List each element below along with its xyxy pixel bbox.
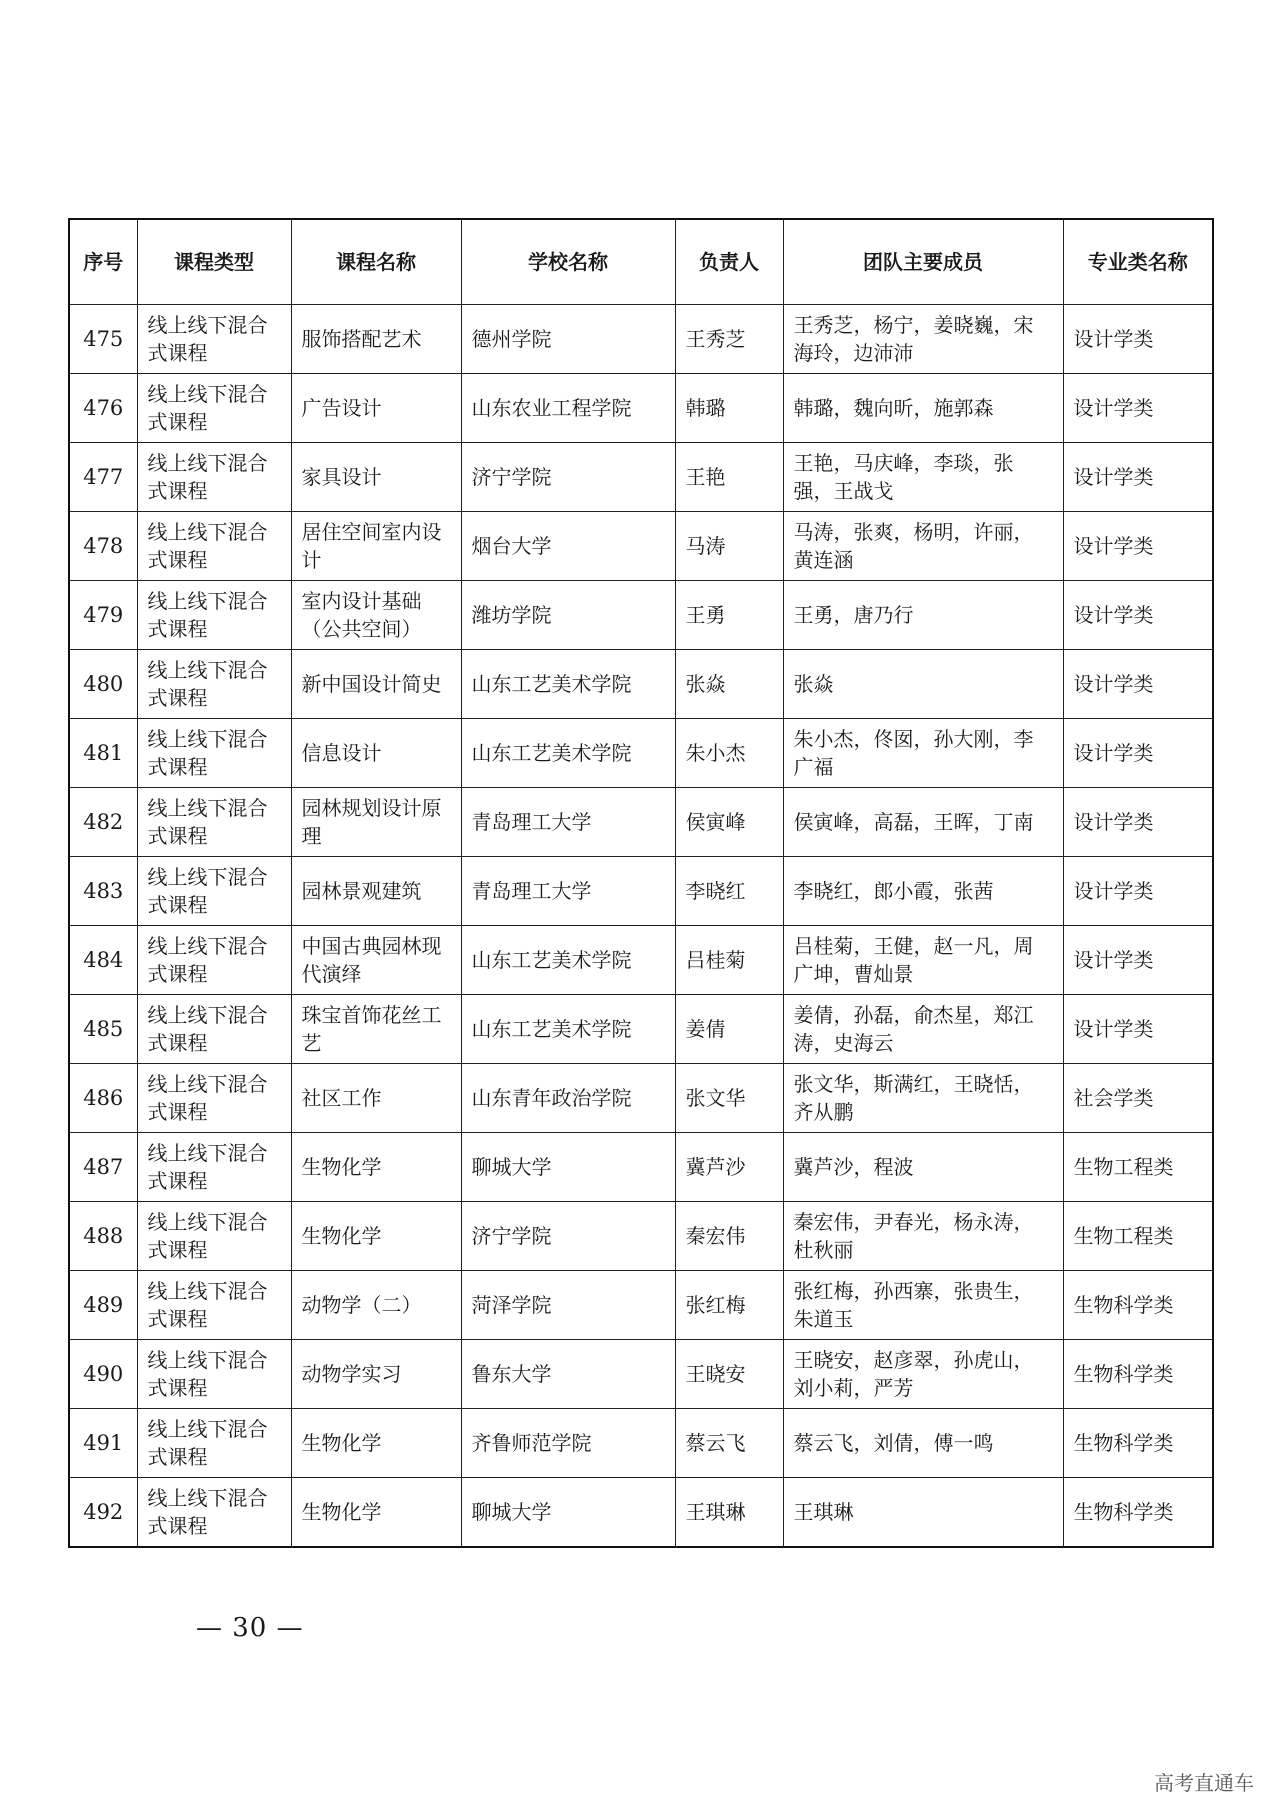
major-category-cell: 设计学类 [1063, 857, 1213, 926]
table-row [69, 512, 1213, 581]
team-members-cell: 冀芦沙，程波 [783, 1133, 1063, 1202]
team-members-cell: 韩璐，魏向昕，施郭森 [783, 374, 1063, 443]
page-number: — 30 — [196, 1613, 304, 1643]
row-number-cell: 487 [69, 1133, 137, 1202]
table-row [69, 857, 1213, 926]
major-category-cell: 生物科学类 [1063, 1409, 1213, 1478]
leader-cell: 王勇 [675, 581, 783, 650]
row-number-cell: 479 [69, 581, 137, 650]
team-members-cell: 侯寅峰，高磊，王晖，丁南 [783, 788, 1063, 857]
row-number-cell: 477 [69, 443, 137, 512]
row-number-cell: 491 [69, 1409, 137, 1478]
school-name-cell: 山东农业工程学院 [461, 374, 675, 443]
school-name-cell: 青岛理工大学 [461, 788, 675, 857]
course-type-cell: 线上线下混合式课程 [137, 1478, 291, 1548]
leader-cell: 王秀芝 [675, 305, 783, 374]
course-name-cell: 动物学实习 [291, 1340, 461, 1409]
course-type-cell: 线上线下混合式课程 [137, 1271, 291, 1340]
leader-cell: 韩璐 [675, 374, 783, 443]
watermark-text: 高考直通车 [1154, 1771, 1254, 1795]
course-type-cell: 线上线下混合式课程 [137, 443, 291, 512]
table-row [69, 926, 1213, 995]
column-header: 团队主要成员 [783, 219, 1063, 305]
team-members-cell: 马涛，张爽，杨明，许丽，黄连涵 [783, 512, 1063, 581]
major-category-cell: 设计学类 [1063, 443, 1213, 512]
team-members-cell: 王勇，唐乃行 [783, 581, 1063, 650]
school-name-cell: 山东工艺美术学院 [461, 719, 675, 788]
school-name-cell: 潍坊学院 [461, 581, 675, 650]
school-name-cell: 德州学院 [461, 305, 675, 374]
course-name-cell: 园林规划设计原理 [291, 788, 461, 857]
row-number-cell: 489 [69, 1271, 137, 1340]
school-name-cell: 山东工艺美术学院 [461, 926, 675, 995]
table-row [69, 305, 1213, 374]
row-number-cell: 490 [69, 1340, 137, 1409]
major-category-cell: 生物科学类 [1063, 1271, 1213, 1340]
major-category-cell: 设计学类 [1063, 788, 1213, 857]
course-name-cell: 新中国设计简史 [291, 650, 461, 719]
course-type-cell: 线上线下混合式课程 [137, 650, 291, 719]
table-row [69, 719, 1213, 788]
row-number-cell: 485 [69, 995, 137, 1064]
table-row [69, 1202, 1213, 1271]
row-number-cell: 492 [69, 1478, 137, 1548]
major-category-cell: 设计学类 [1063, 512, 1213, 581]
team-members-cell: 张文华，斯满红，王晓恬，齐从鹏 [783, 1064, 1063, 1133]
table-body [69, 305, 1213, 1548]
course-name-cell: 信息设计 [291, 719, 461, 788]
table-row [69, 1271, 1213, 1340]
course-type-cell: 线上线下混合式课程 [137, 857, 291, 926]
school-name-cell: 齐鲁师范学院 [461, 1409, 675, 1478]
school-name-cell: 鲁东大学 [461, 1340, 675, 1409]
leader-cell: 张红梅 [675, 1271, 783, 1340]
course-name-cell: 居住空间室内设计 [291, 512, 461, 581]
row-number-cell: 486 [69, 1064, 137, 1133]
column-header: 序号 [69, 219, 137, 305]
course-name-cell: 中国古典园林现代演绎 [291, 926, 461, 995]
course-type-cell: 线上线下混合式课程 [137, 995, 291, 1064]
leader-cell: 冀芦沙 [675, 1133, 783, 1202]
team-members-cell: 蔡云飞，刘倩，傅一鸣 [783, 1409, 1063, 1478]
row-number-cell: 475 [69, 305, 137, 374]
course-name-cell: 室内设计基础（公共空间） [291, 581, 461, 650]
leader-cell: 朱小杰 [675, 719, 783, 788]
major-category-cell: 生物科学类 [1063, 1478, 1213, 1548]
team-members-cell: 王秀芝，杨宁，姜晓巍，宋海玲，边沛沛 [783, 305, 1063, 374]
major-category-cell: 设计学类 [1063, 305, 1213, 374]
column-header: 学校名称 [461, 219, 675, 305]
team-members-cell: 王晓安，赵彦翠，孙虎山，刘小莉，严芳 [783, 1340, 1063, 1409]
table-header [69, 219, 1213, 305]
table-row [69, 995, 1213, 1064]
table-row [69, 1478, 1213, 1548]
column-header: 课程类型 [137, 219, 291, 305]
leader-cell: 王琪琳 [675, 1478, 783, 1548]
table-row [69, 1133, 1213, 1202]
leader-cell: 马涛 [675, 512, 783, 581]
school-name-cell: 聊城大学 [461, 1133, 675, 1202]
course-name-cell: 动物学（二） [291, 1271, 461, 1340]
team-members-cell: 朱小杰，佟囡，孙大刚，李广福 [783, 719, 1063, 788]
course-type-cell: 线上线下混合式课程 [137, 305, 291, 374]
row-number-cell: 481 [69, 719, 137, 788]
major-category-cell: 设计学类 [1063, 995, 1213, 1064]
course-type-cell: 线上线下混合式课程 [137, 512, 291, 581]
course-name-cell: 珠宝首饰花丝工艺 [291, 995, 461, 1064]
major-category-cell: 设计学类 [1063, 650, 1213, 719]
leader-cell: 李晓红 [675, 857, 783, 926]
row-number-cell: 482 [69, 788, 137, 857]
course-name-cell: 生物化学 [291, 1478, 461, 1548]
course-name-cell: 园林景观建筑 [291, 857, 461, 926]
team-members-cell: 王琪琳 [783, 1478, 1063, 1548]
course-name-cell: 社区工作 [291, 1064, 461, 1133]
leader-cell: 姜倩 [675, 995, 783, 1064]
table-row [69, 1064, 1213, 1133]
team-members-cell: 张红梅，孙西寨，张贵生，朱道玉 [783, 1271, 1063, 1340]
major-category-cell: 设计学类 [1063, 926, 1213, 995]
major-category-cell: 设计学类 [1063, 581, 1213, 650]
major-category-cell: 设计学类 [1063, 719, 1213, 788]
leader-cell: 张文华 [675, 1064, 783, 1133]
major-category-cell: 社会学类 [1063, 1064, 1213, 1133]
course-type-cell: 线上线下混合式课程 [137, 719, 291, 788]
course-type-cell: 线上线下混合式课程 [137, 1340, 291, 1409]
team-members-cell: 李晓红，郎小霞，张茜 [783, 857, 1063, 926]
row-number-cell: 483 [69, 857, 137, 926]
course-name-cell: 家具设计 [291, 443, 461, 512]
major-category-cell: 生物工程类 [1063, 1133, 1213, 1202]
team-members-cell: 秦宏伟，尹春光，杨永涛，杜秋丽 [783, 1202, 1063, 1271]
major-category-cell: 生物工程类 [1063, 1202, 1213, 1271]
major-category-cell: 设计学类 [1063, 374, 1213, 443]
column-header: 课程名称 [291, 219, 461, 305]
header-row [69, 219, 1213, 305]
leader-cell: 侯寅峰 [675, 788, 783, 857]
leader-cell: 蔡云飞 [675, 1409, 783, 1478]
row-number-cell: 480 [69, 650, 137, 719]
leader-cell: 王晓安 [675, 1340, 783, 1409]
course-type-cell: 线上线下混合式课程 [137, 1133, 291, 1202]
row-number-cell: 476 [69, 374, 137, 443]
leader-cell: 王艳 [675, 443, 783, 512]
school-name-cell: 菏泽学院 [461, 1271, 675, 1340]
school-name-cell: 山东青年政治学院 [461, 1064, 675, 1133]
course-type-cell: 线上线下混合式课程 [137, 1409, 291, 1478]
leader-cell: 吕桂菊 [675, 926, 783, 995]
course-type-cell: 线上线下混合式课程 [137, 926, 291, 995]
school-name-cell: 烟台大学 [461, 512, 675, 581]
table-row [69, 650, 1213, 719]
table-row [69, 788, 1213, 857]
school-name-cell: 济宁学院 [461, 1202, 675, 1271]
row-number-cell: 484 [69, 926, 137, 995]
table-row [69, 1340, 1213, 1409]
row-number-cell: 478 [69, 512, 137, 581]
table-row [69, 1409, 1213, 1478]
team-members-cell: 张焱 [783, 650, 1063, 719]
column-header: 专业类名称 [1063, 219, 1213, 305]
table-row [69, 443, 1213, 512]
course-name-cell: 广告设计 [291, 374, 461, 443]
course-type-cell: 线上线下混合式课程 [137, 1064, 291, 1133]
course-type-cell: 线上线下混合式课程 [137, 1202, 291, 1271]
course-type-cell: 线上线下混合式课程 [137, 581, 291, 650]
table-row [69, 581, 1213, 650]
school-name-cell: 济宁学院 [461, 443, 675, 512]
course-name-cell: 生物化学 [291, 1409, 461, 1478]
course-type-cell: 线上线下混合式课程 [137, 374, 291, 443]
school-name-cell: 聊城大学 [461, 1478, 675, 1548]
course-name-cell: 服饰搭配艺术 [291, 305, 461, 374]
course-table [68, 218, 1214, 1548]
school-name-cell: 青岛理工大学 [461, 857, 675, 926]
team-members-cell: 姜倩，孙磊，俞杰星，郑江涛，史海云 [783, 995, 1063, 1064]
course-type-cell: 线上线下混合式课程 [137, 788, 291, 857]
school-name-cell: 山东工艺美术学院 [461, 650, 675, 719]
table-row [69, 374, 1213, 443]
team-members-cell: 王艳，马庆峰，李琰，张强，王战戈 [783, 443, 1063, 512]
major-category-cell: 生物科学类 [1063, 1340, 1213, 1409]
leader-cell: 张焱 [675, 650, 783, 719]
course-name-cell: 生物化学 [291, 1133, 461, 1202]
row-number-cell: 488 [69, 1202, 137, 1271]
school-name-cell: 山东工艺美术学院 [461, 995, 675, 1064]
team-members-cell: 吕桂菊，王健，赵一凡，周广坤，曹灿景 [783, 926, 1063, 995]
column-header: 负责人 [675, 219, 783, 305]
leader-cell: 秦宏伟 [675, 1202, 783, 1271]
course-name-cell: 生物化学 [291, 1202, 461, 1271]
